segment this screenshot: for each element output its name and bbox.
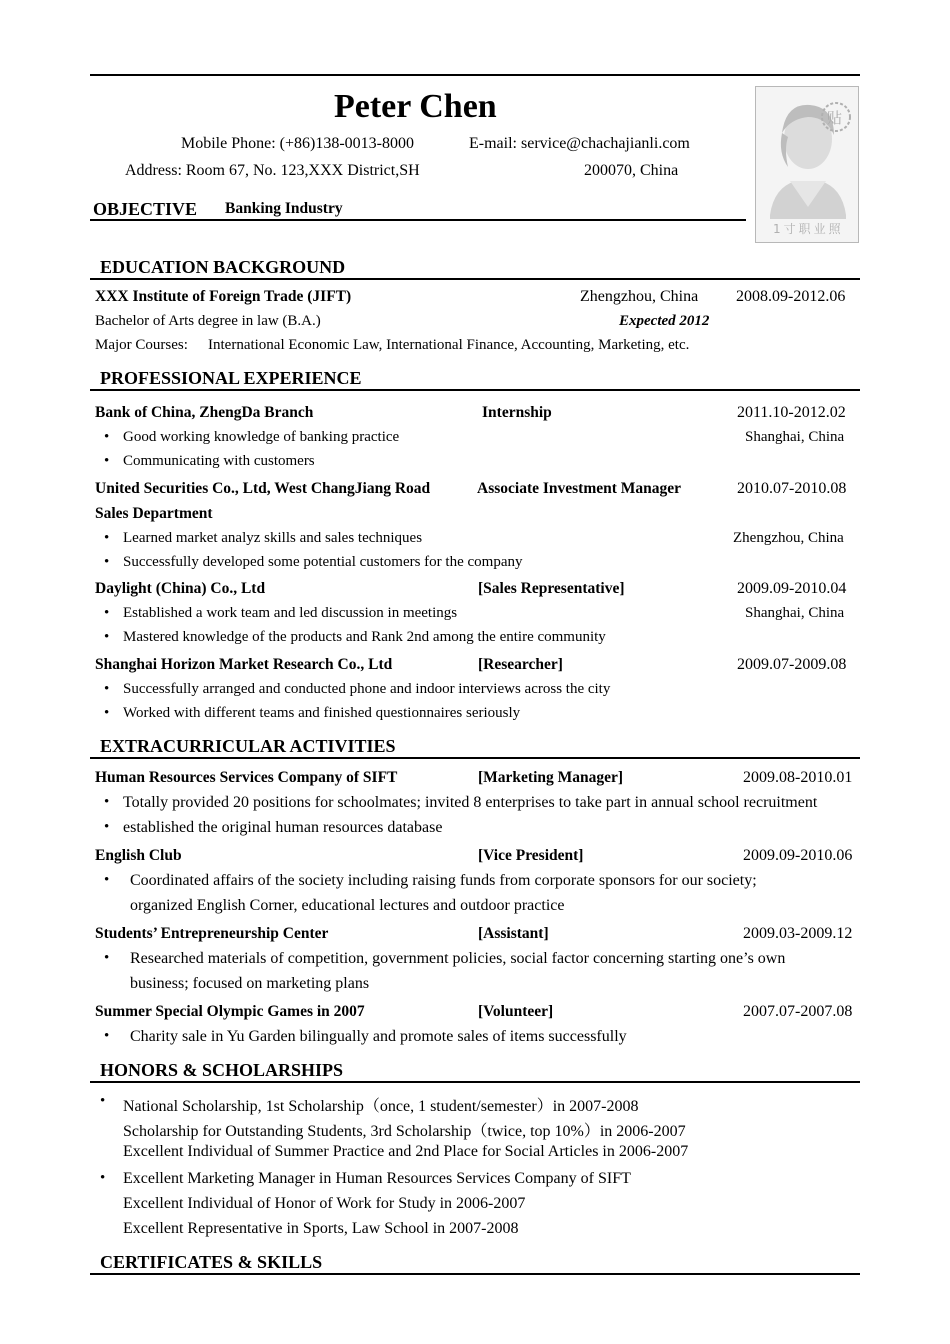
activities-rule (90, 757, 860, 759)
photo-caption: 1寸职业照 (773, 222, 844, 236)
job-bullet: Mastered knowledge of the products and Rank 2nd among the entire community (123, 629, 606, 645)
job-dates: 2009.07-2009.08 (737, 656, 847, 673)
job-bullet: Successfully developed some potential customers for the company (123, 554, 523, 570)
honor-item: Excellent Representative in Sports, Law School in 2007-2008 (123, 1220, 519, 1237)
bullet-icon: • (104, 819, 110, 835)
job-bullet: Communicating with customers (123, 453, 315, 469)
activity-role: [Vice President] (478, 847, 584, 864)
bullet-icon: • (104, 629, 110, 645)
honors-heading: HONORS & SCHOLARSHIPS (100, 1060, 344, 1080)
bullet-icon: • (104, 950, 110, 966)
activity-org: Students’ Entrepreneurship Center (95, 925, 329, 942)
activities-heading: EXTRACURRICULAR ACTIVITIES (100, 736, 396, 756)
candidate-name: Peter Chen (334, 88, 497, 125)
activity-org: Human Resources Services Company of SIFT (95, 769, 398, 786)
education-courses-label: Major Courses: (95, 337, 188, 353)
mobile-phone: Mobile Phone: (+86)138-0013-8000 (181, 135, 414, 152)
photo-stamp: 贴 (827, 109, 843, 127)
bullet-icon: • (104, 554, 110, 570)
job-bullet: Established a work team and led discussion in meetings (123, 605, 458, 621)
job-company: United Securities Co., Ltd, West ChangJiang Road (95, 480, 431, 497)
bullet-icon: • (104, 705, 110, 721)
activity-bullet: Totally provided 20 positions for schoolmates; invited 8 enterprises to take part in annual school recruitment (123, 794, 818, 811)
job-bullet: Good working knowledge of banking practice (123, 429, 400, 445)
bullet-icon: • (100, 1093, 106, 1109)
bullet-icon: • (104, 794, 110, 810)
activity-dates: 2009.09-2010.06 (743, 847, 853, 864)
activity-bullet: Coordinated affairs of the society including raising funds from corporate sponsors for our society; (130, 872, 757, 889)
activity-role: [Volunteer] (478, 1003, 554, 1020)
job-location: Zhengzhou, China (733, 530, 844, 546)
experience-heading: PROFESSIONAL EXPERIENCE (100, 368, 362, 388)
activity-org: English Club (95, 847, 182, 864)
job-company: Daylight (China) Co., Ltd (95, 580, 266, 597)
honor-item: Excellent Individual of Honor of Work for Study in 2006-2007 (123, 1195, 526, 1212)
job-bullet: Learned market analyz skills and sales techniques (123, 530, 423, 546)
activity-dates: 2009.03-2009.12 (743, 925, 853, 942)
activity-dates: 2009.08-2010.01 (743, 769, 853, 786)
job-role: Associate Investment Manager (477, 480, 682, 497)
bullet-icon: • (104, 681, 110, 697)
education-dates: 2008.09-2012.06 (736, 288, 846, 305)
bullet-icon: • (104, 429, 110, 445)
job-location: Shanghai, China (745, 605, 845, 621)
job-bullet: Worked with different teams and finished questionnaires seriously (123, 705, 521, 721)
education-school: XXX Institute of Foreign Trade (JIFT) (95, 288, 352, 305)
postcode: 200070, China (584, 162, 679, 179)
activity-role: [Marketing Manager] (478, 769, 624, 786)
honor-item: Excellent Individual of Summer Practice and 2nd Place for Social Articles in 2006-2007 (123, 1143, 689, 1160)
job-location: Shanghai, China (745, 429, 845, 445)
skills-rule (90, 1273, 860, 1275)
bullet-icon: • (104, 605, 110, 621)
photo-placeholder (755, 86, 859, 243)
education-heading: EDUCATION BACKGROUND (100, 257, 346, 277)
job-dates: 2011.10-2012.02 (737, 404, 846, 421)
job-role: [Sales Representative] (478, 580, 625, 597)
bullet-icon: • (104, 530, 110, 546)
bullet-icon: • (100, 1170, 106, 1186)
education-location: Zhengzhou, China (580, 288, 699, 305)
bullet-icon: • (104, 872, 110, 888)
activity-bullet-cont: business; focused on marketing plans (130, 975, 370, 992)
bullet-icon: • (104, 1028, 110, 1044)
activity-bullet: Charity sale in Yu Garden bilingually and promote sales of items successfully (130, 1028, 627, 1045)
activity-bullet: established the original human resources database (123, 819, 443, 836)
honors-rule (90, 1081, 860, 1083)
top-rule (90, 74, 860, 76)
education-expected: Expected 2012 (619, 313, 710, 329)
skills-heading: CERTIFICATES & SKILLS (100, 1252, 323, 1272)
honor-item: National Scholarship, 1st Scholarship（once, 1 student/semester）in 2007-2008 (123, 1098, 639, 1115)
activity-org: Summer Special Olympic Games in 2007 (95, 1003, 365, 1020)
email[interactable]: E-mail: service@chachajianli.com (469, 135, 690, 152)
activity-role: [Assistant] (478, 925, 549, 942)
objective-rule (90, 219, 746, 221)
experience-rule (90, 389, 860, 391)
job-dates: 2009.09-2010.04 (737, 580, 847, 597)
honor-item: Excellent Marketing Manager in Human Resources Services Company of SIFT (123, 1170, 631, 1187)
education-rule (90, 278, 860, 280)
objective-value: Banking Industry (225, 200, 343, 217)
job-role: [Researcher] (478, 656, 563, 673)
job-company: Bank of China, ZhengDa Branch (95, 404, 314, 421)
job-company-line2: Sales Department (95, 505, 213, 522)
activity-bullet: Researched materials of competition, government policies, social factor concerning starting one’s own (130, 950, 786, 967)
education-courses: International Economic Law, International Finance, Accounting, Marketing, etc. (208, 337, 690, 353)
activity-dates: 2007.07-2007.08 (743, 1003, 853, 1020)
job-role: Internship (482, 404, 552, 421)
activity-bullet-cont: organized English Corner, educational lectures and outdoor practice (130, 897, 565, 914)
honor-item: Scholarship for Outstanding Students, 3rd Scholarship（twice, top 10%）in 2006-2007 (123, 1123, 686, 1140)
job-bullet: Successfully arranged and conducted phone and indoor interviews across the city (123, 681, 611, 697)
address: Address: Room 67, No. 123,XXX District,SH (125, 162, 420, 179)
job-company: Shanghai Horizon Market Research Co., Ltd (95, 656, 393, 673)
objective-label: OBJECTIVE (93, 199, 198, 219)
bullet-icon: • (104, 453, 110, 469)
job-dates: 2010.07-2010.08 (737, 480, 847, 497)
education-degree: Bachelor of Arts degree in law (B.A.) (95, 313, 321, 329)
